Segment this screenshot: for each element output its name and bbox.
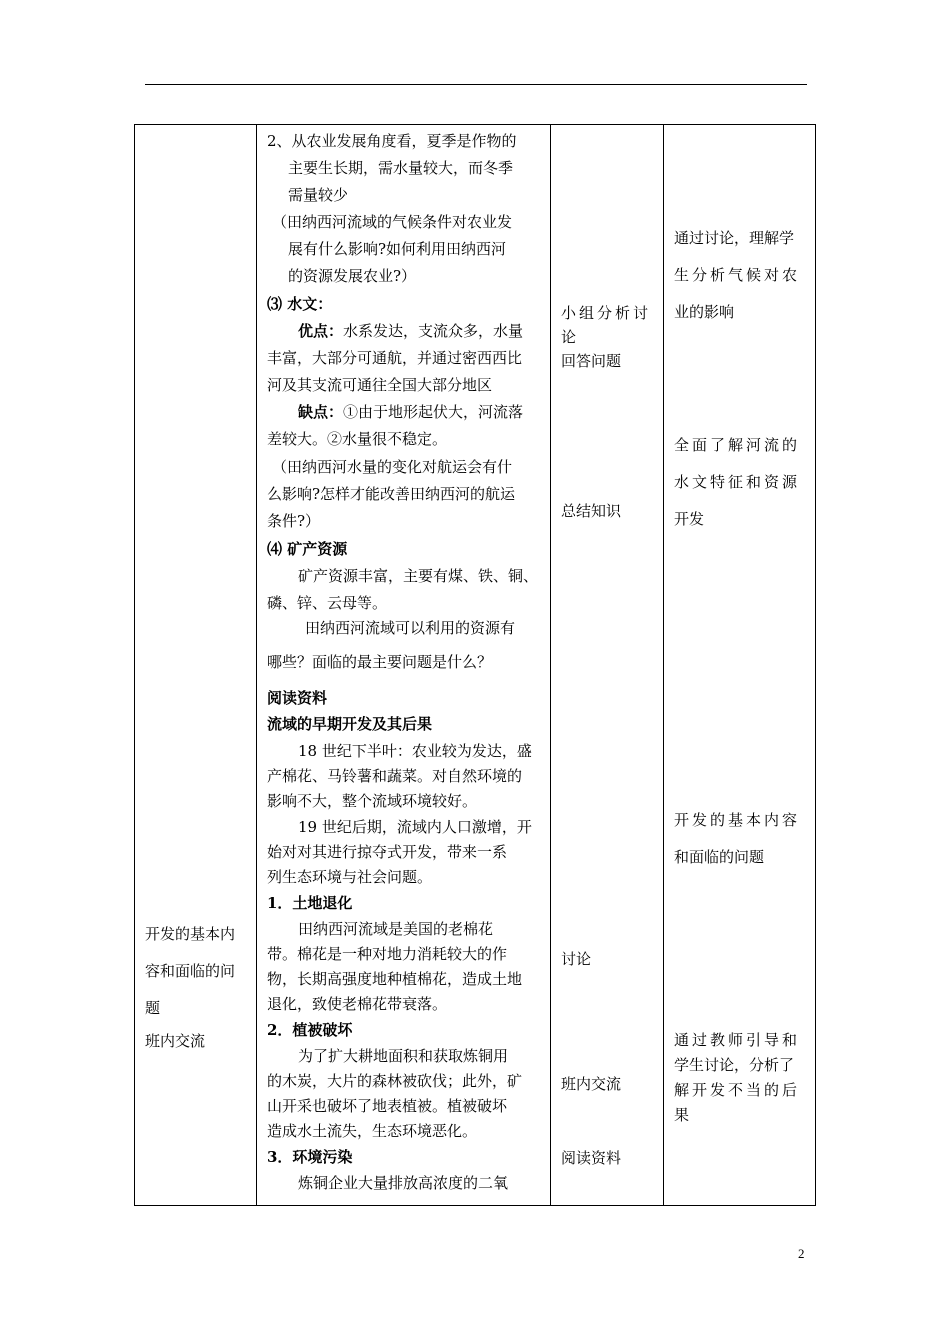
text-line: 矿产资源丰富，主要有煤、铁、铜、 — [298, 567, 539, 585]
text-line: 需量较少 — [288, 186, 349, 204]
text-line: 河及其支流可通往全国大部分地区 — [267, 376, 493, 394]
text-line: 开发的基本内容 — [674, 811, 801, 829]
text-line: 造成水土流失，生态环境恶化。 — [267, 1122, 478, 1140]
reading-heading: 阅读资料 — [267, 689, 328, 707]
text-line: 主要生长期，需水量较大，而冬季 — [288, 159, 514, 177]
text-line: 山开采也破坏了地表植被。植被破坏 — [267, 1097, 508, 1115]
text-line: 讨论 — [561, 950, 592, 968]
text-line: 丰富，大部分可通航，并通过密西西比 — [267, 349, 523, 367]
text-line: 全面了解河流的 — [674, 436, 801, 454]
numbered-heading: 2．植被破坏 — [267, 1021, 353, 1039]
text-line: 生分析气候对农 — [674, 266, 801, 284]
text-line: 物，长期高强度地种植棉花，造成土地 — [267, 970, 523, 988]
page-number: 2 — [798, 1246, 805, 1261]
question-line: （田纳西河水量的变化对航运会有什 — [272, 458, 513, 476]
text-line: 业的影响 — [674, 303, 735, 321]
text-line: 总结知识 — [561, 502, 622, 520]
disadvantage-label: 缺点： — [298, 403, 344, 421]
text-line: 水文特征和资源 — [674, 473, 801, 491]
question-line: 田纳西河流域可以利用的资源有 — [305, 619, 516, 637]
text-line: 开发的基本内 — [145, 925, 236, 943]
section-heading: ⑷ 矿产资源 — [267, 540, 348, 558]
column-divider — [550, 125, 551, 1205]
text-line: 带。棉花是一种对地力消耗较大的作 — [267, 945, 508, 963]
text-line — [298, 400, 523, 425]
text-line: 差较大。②水量很不稳定。 — [267, 430, 448, 448]
numbered-heading: 3．环境污染 — [267, 1148, 353, 1166]
text-line: 阅读资料 — [561, 1149, 622, 1167]
text-line: 磷、锌、云母等。 — [267, 594, 388, 612]
text-line: 的木炭，大片的森林被砍伐；此外，矿 — [267, 1072, 523, 1090]
text-line: 回答问题 — [561, 352, 622, 370]
text-line: 18 世纪下半叶：农业较为发达，盛 — [298, 742, 532, 760]
text-line: 列生态环境与社会问题。 — [267, 868, 433, 886]
advantage-label: 优点： — [298, 322, 344, 340]
reading-subheading: 流域的早期开发及其后果 — [267, 715, 433, 733]
section-heading: ⑶ 水文： — [267, 295, 333, 313]
text-line: 题 — [145, 999, 161, 1017]
text-line: 论 — [561, 328, 577, 346]
text-line: 炼铜企业大量排放高浓度的二氧 — [298, 1174, 509, 1192]
text-line: 班内交流 — [561, 1075, 622, 1093]
advantage-text: 水系发达，支流众多，水量 — [343, 322, 524, 340]
text-line: 通过教师引导和 — [674, 1031, 801, 1049]
text-line: 和面临的问题 — [674, 848, 765, 866]
numbered-heading: 1．土地退化 — [267, 894, 353, 912]
column-divider — [256, 125, 257, 1205]
text-line: 产棉花、马铃薯和蔬菜。对自然环境的 — [267, 767, 523, 785]
question-line: 展有什么影响?如何利用田纳西河 — [288, 240, 507, 258]
text-line: 影响不大，整个流域环境较好。 — [267, 792, 478, 810]
text-line: 开发 — [674, 510, 705, 528]
text-line: 退化，致使老棉花带衰落。 — [267, 995, 448, 1013]
header-rule — [145, 84, 807, 85]
text-line: 通过讨论，理解学 — [674, 229, 795, 247]
text-line: 小组分析讨 — [561, 304, 652, 322]
disadvantage-text: ①由于地形起伏大，河流落 — [343, 403, 524, 421]
text-line: 2、从农业发展角度看，夏季是作物的 — [267, 132, 517, 150]
question-line: 哪些？面临的最主要问题是什么？ — [267, 653, 493, 671]
text-line: 田纳西河流域是美国的老棉花 — [298, 920, 494, 938]
question-line: （田纳西河流域的气候条件对农业发 — [272, 213, 513, 231]
question-line: 的资源发展农业?） — [288, 267, 417, 285]
question-line: 么影响?怎样才能改善田纳西河的航运 — [267, 485, 516, 503]
text-line: 为了扩大耕地面积和获取炼铜用 — [298, 1047, 509, 1065]
text-line: 19 世纪后期，流域内人口激增，开 — [298, 818, 532, 836]
text-line: 学生讨论，分析了 — [674, 1056, 795, 1074]
text-line — [298, 319, 523, 344]
text-line: 果 — [674, 1106, 690, 1124]
text-line: 班内交流 — [145, 1032, 206, 1050]
column-divider — [663, 125, 664, 1205]
text-line: 始对对其进行掠夺式开发，带来一系 — [267, 843, 508, 861]
text-line: 容和面临的问 — [145, 962, 236, 980]
text-line: 解开发不当的后 — [674, 1081, 801, 1099]
question-line: 条件?） — [267, 512, 321, 530]
